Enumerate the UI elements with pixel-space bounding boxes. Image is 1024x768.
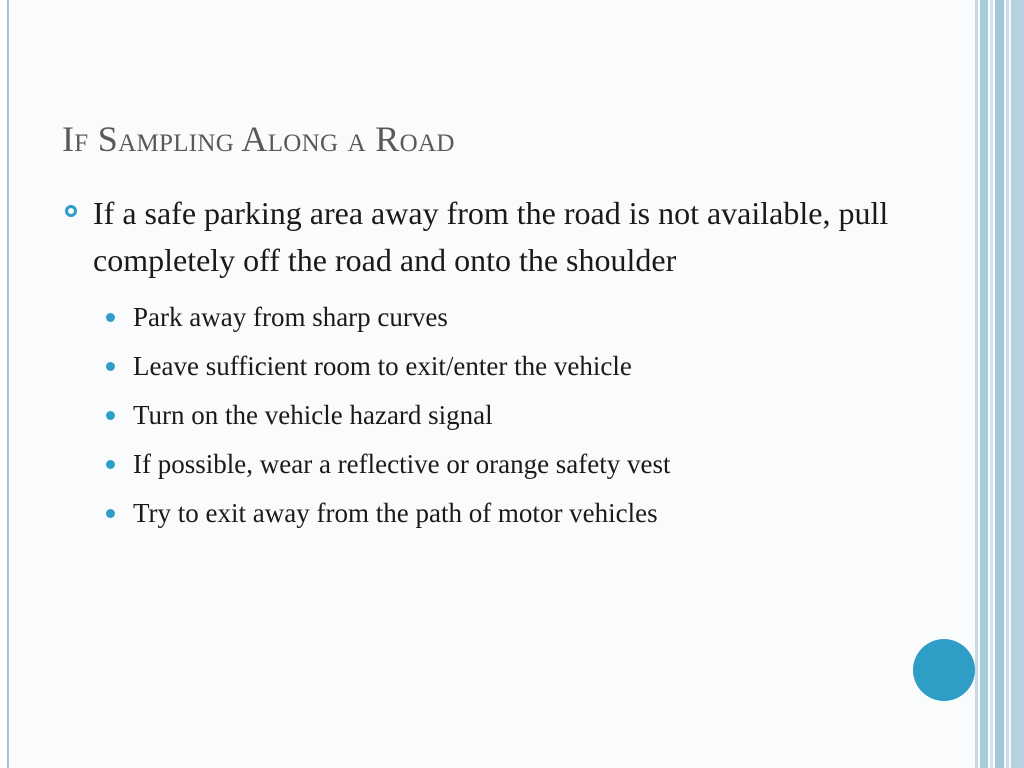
- dot-bullet-icon: [106, 460, 115, 469]
- sub-bullet-item: [106, 398, 932, 432]
- right-stripe: [975, 0, 978, 768]
- sub-bullet-text: Try to exit away from the path of motor vehicles: [133, 498, 658, 528]
- slide-content: [62, 190, 932, 545]
- main-bullet: [62, 190, 932, 284]
- sub-bullet-text: Leave sufficient room to exit/enter the vehicle: [133, 351, 632, 381]
- dot-bullet-icon: [106, 362, 115, 371]
- ring-bullet-icon: [65, 205, 77, 217]
- sub-bullet-text: If possible, wear a reflective or orange safety vest: [133, 449, 671, 479]
- sub-bullet-item: [106, 496, 932, 530]
- dot-bullet-icon: [106, 313, 115, 322]
- sub-bullet-item: [106, 300, 932, 334]
- right-stripe: [990, 0, 993, 768]
- sub-bullet-list: [62, 300, 932, 530]
- left-border-line: [7, 0, 9, 768]
- main-bullet-text: If a safe parking area away from the road is not available, pull completely off the road and onto the shoulder: [93, 195, 889, 278]
- dot-bullet-icon: [106, 509, 115, 518]
- left-border: [0, 0, 6, 768]
- sub-bullet-item: [106, 349, 932, 383]
- decorative-circle: [913, 639, 975, 701]
- right-stripe: [1006, 0, 1009, 768]
- right-stripe: [995, 0, 1004, 768]
- right-stripe: [980, 0, 988, 768]
- slide-title: If Sampling Along a Road: [62, 119, 455, 159]
- sub-bullet-text: Turn on the vehicle hazard signal: [133, 400, 493, 430]
- dot-bullet-icon: [106, 411, 115, 420]
- sub-bullet-item: [106, 447, 932, 481]
- sub-bullet-text: Park away from sharp curves: [133, 302, 448, 332]
- right-stripe: [1011, 0, 1024, 768]
